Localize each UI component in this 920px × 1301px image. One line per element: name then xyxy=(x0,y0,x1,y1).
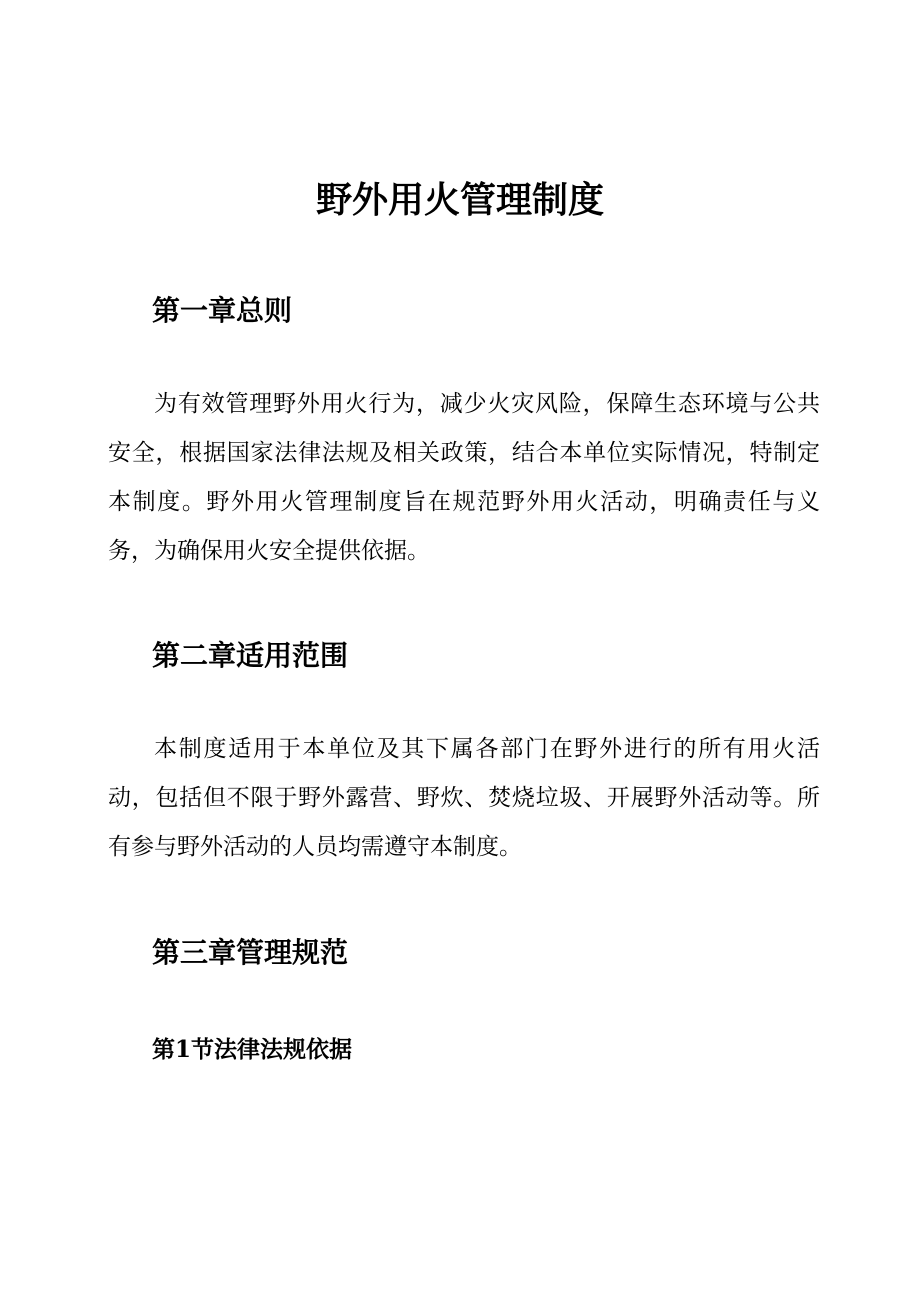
chapter-heading-management: 第三章管理规范 xyxy=(152,936,349,969)
chapter-paragraph-scope: 本制度适用于本单位及其下属各部门在野外进行的所有用火活动，包括但不限于野外露营、野炊、焚烧垃圾、开展野外活动等。所有参与野外活动的人员均需遵守本制度。 xyxy=(108,736,820,860)
chapter-heading-scope: 第二章适用范围 xyxy=(152,639,349,672)
chapter-paragraph-general: 为有效管理野外用火行为，减少火灾风险，保障生态环境与公共安全，根据国家法律法规及相关政策，结合本单位实际情况，特制定本制度。野外用火管理制度旨在规范野外用火活动，明确责任与义务，为确保用火安全提供依据。 xyxy=(108,391,820,564)
section-heading-legal-basis: 第1节法律法规依据 xyxy=(152,1036,353,1063)
chapter-heading-general: 第一章总则 xyxy=(152,294,293,327)
document-title: 野外用火管理制度 xyxy=(315,180,604,221)
